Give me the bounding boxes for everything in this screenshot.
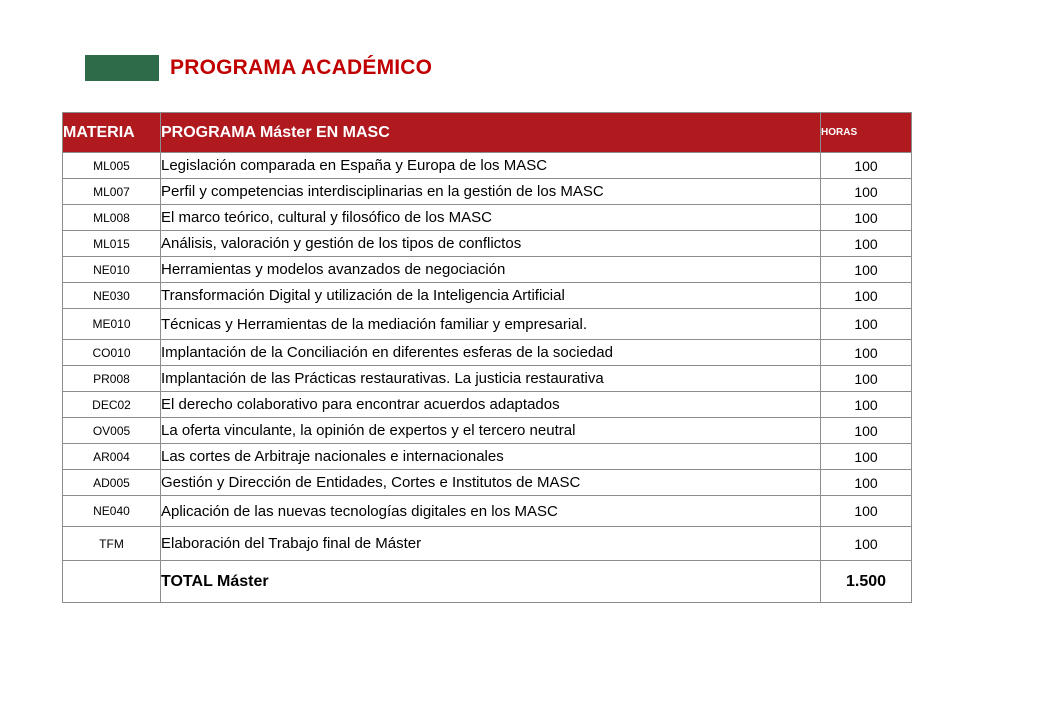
subject-name: Implantación de la Conciliación en diferentes esferas de la sociedad bbox=[161, 340, 821, 366]
header-horas: HORAS bbox=[821, 113, 912, 153]
subject-code: OV005 bbox=[63, 418, 161, 444]
table-row bbox=[63, 340, 912, 366]
subject-hours: 100 bbox=[821, 444, 912, 470]
subject-name: Técnicas y Herramientas de la mediación familiar y empresarial. bbox=[161, 309, 821, 340]
program-table bbox=[62, 112, 912, 603]
table-row bbox=[63, 496, 912, 527]
subject-hours: 100 bbox=[821, 340, 912, 366]
total-empty-cell bbox=[63, 561, 161, 603]
subject-code: ML008 bbox=[63, 205, 161, 231]
subject-hours: 100 bbox=[821, 366, 912, 392]
subject-name: Legislación comparada en España y Europa de los MASC bbox=[161, 153, 821, 179]
subject-name: El marco teórico, cultural y filosófico de los MASC bbox=[161, 205, 821, 231]
table-row bbox=[63, 418, 912, 444]
table-row bbox=[63, 153, 912, 179]
table-row bbox=[63, 392, 912, 418]
subject-name: Las cortes de Arbitraje nacionales e internacionales bbox=[161, 444, 821, 470]
subject-code: CO010 bbox=[63, 340, 161, 366]
table-row bbox=[63, 527, 912, 561]
subject-hours: 100 bbox=[821, 418, 912, 444]
subject-name: La oferta vinculante, la opinión de expertos y el tercero neutral bbox=[161, 418, 821, 444]
subject-code: TFM bbox=[63, 527, 161, 561]
subject-name: Gestión y Dirección de Entidades, Cortes e Institutos de MASC bbox=[161, 470, 821, 496]
subject-hours: 100 bbox=[821, 527, 912, 561]
table-row bbox=[63, 257, 912, 283]
total-hours: 1.500 bbox=[821, 561, 912, 603]
page-header bbox=[85, 55, 432, 81]
subject-name: Elaboración del Trabajo final de Máster bbox=[161, 527, 821, 561]
subject-hours: 100 bbox=[821, 153, 912, 179]
subject-name: Transformación Digital y utilización de la Inteligencia Artificial bbox=[161, 283, 821, 309]
table-row bbox=[63, 366, 912, 392]
subject-hours: 100 bbox=[821, 309, 912, 340]
subject-hours: 100 bbox=[821, 179, 912, 205]
subject-code: ML015 bbox=[63, 231, 161, 257]
total-label: TOTAL Máster bbox=[161, 561, 821, 603]
subject-hours: 100 bbox=[821, 496, 912, 527]
table-row bbox=[63, 205, 912, 231]
table-row bbox=[63, 309, 912, 340]
total-row bbox=[63, 561, 912, 603]
subject-code: AD005 bbox=[63, 470, 161, 496]
table-row bbox=[63, 470, 912, 496]
subject-code: ME010 bbox=[63, 309, 161, 340]
subject-hours: 100 bbox=[821, 392, 912, 418]
subject-name: Perfil y competencias interdisciplinarias en la gestión de los MASC bbox=[161, 179, 821, 205]
header-materia: MATERIA bbox=[63, 113, 161, 153]
title-accent-bar bbox=[85, 55, 159, 81]
subject-code: NE040 bbox=[63, 496, 161, 527]
subject-name: Análisis, valoración y gestión de los tipos de conflictos bbox=[161, 231, 821, 257]
table-row bbox=[63, 444, 912, 470]
subject-code: NE010 bbox=[63, 257, 161, 283]
table-row bbox=[63, 231, 912, 257]
subject-code: AR004 bbox=[63, 444, 161, 470]
subject-name: Herramientas y modelos avanzados de negociación bbox=[161, 257, 821, 283]
table-row bbox=[63, 283, 912, 309]
subject-code: PR008 bbox=[63, 366, 161, 392]
table-header-row bbox=[63, 113, 912, 153]
subject-hours: 100 bbox=[821, 231, 912, 257]
subject-hours: 100 bbox=[821, 470, 912, 496]
subject-code: ML007 bbox=[63, 179, 161, 205]
subject-name: Implantación de las Prácticas restaurativas. La justicia restaurativa bbox=[161, 366, 821, 392]
subject-code: DEC02 bbox=[63, 392, 161, 418]
subject-hours: 100 bbox=[821, 283, 912, 309]
page-title: PROGRAMA ACADÉMICO bbox=[170, 56, 433, 79]
subject-hours: 100 bbox=[821, 205, 912, 231]
table-row bbox=[63, 179, 912, 205]
subject-code: NE030 bbox=[63, 283, 161, 309]
subject-name: El derecho colaborativo para encontrar acuerdos adaptados bbox=[161, 392, 821, 418]
subject-code: ML005 bbox=[63, 153, 161, 179]
subject-hours: 100 bbox=[821, 257, 912, 283]
header-programa: PROGRAMA Máster EN MASC bbox=[161, 113, 821, 153]
subject-name: Aplicación de las nuevas tecnologías digitales en los MASC bbox=[161, 496, 821, 527]
